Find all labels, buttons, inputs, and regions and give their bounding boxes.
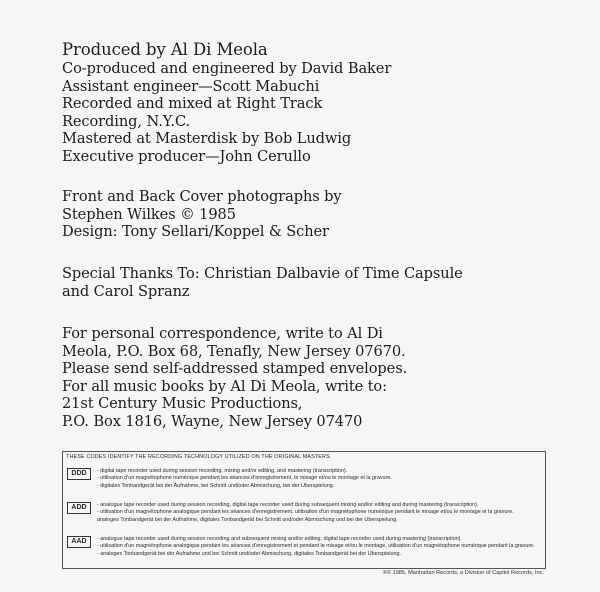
code-badge: AAD [67, 536, 91, 548]
recording-studio-credit-cont: Recording, N.Y.C. [62, 112, 191, 130]
contact-info [62, 325, 407, 431]
production-credits [62, 40, 391, 166]
cover-credits [62, 188, 342, 241]
design-credit: Design: Tony Sellari/Koppel & Scher [62, 223, 329, 241]
contact-line: Please send self-addressed stamped envelopes. [62, 360, 408, 378]
code-row-ddd [67, 468, 541, 494]
producer-credit: Produced by Al Di Meola [62, 40, 268, 59]
codes-title: THESE CODES IDENTIFY THE RECORDING TECHNOLOGY UTILIZED ON THE ORIGINAL MASTERS. [66, 454, 332, 460]
copyright-notice: ℗© 1985, Manhattan Records, a Division of Capitol Records, Inc. [382, 570, 544, 576]
code-line-english: - digital tape recorder used during session recording, mixing and/or editing, and mastering (transcription). [97, 468, 348, 474]
code-badge: DDD [67, 468, 91, 480]
code-line-english: - analogue tape recorder used during session recording and subsequent mixing and/or editing, digital tape recorder used during mastering (transcription). [97, 536, 462, 542]
code-line-german: - analoges Tonbandgerät bei der Aufnahme und bei Schnitt und/oder Abmischung, digitales Tonbandgerät bei der Überspielung. [97, 550, 401, 557]
thanks-line: Special Thanks To: Christian Dalbavie of Time Capsule [62, 265, 463, 282]
code-description [97, 536, 543, 558]
thanks-line: and Carol Spranz [62, 282, 190, 300]
recording-codes-box [62, 451, 546, 569]
mastering-credit: Mastered at Masterdisk by Bob Ludwig [62, 130, 352, 148]
recording-studio-credit: Recorded and mixed at Right Track [62, 95, 323, 113]
special-thanks [62, 265, 463, 300]
code-badge: ADD [67, 502, 91, 514]
contact-line: 21st Century Music Productions, [62, 395, 303, 413]
photo-credit: Front and Back Cover photographs by [62, 188, 342, 205]
assistant-engineer-credit: Assistant engineer—Scott Mabuchi [62, 77, 320, 95]
code-line-english: - analogue tape recorder used during session recording, digital tape recorder used during subsequent mixing and/or editing and during mastering (transcription). [97, 502, 479, 508]
contact-line: For all music books by Al Di Meola, write to: [62, 377, 387, 395]
contact-line: Meola, P.O. Box 68, Tenafly, New Jersey 07670. [62, 342, 406, 360]
code-description [97, 468, 543, 490]
code-description [97, 502, 543, 524]
code-line-german: - digitales Tonbandgerät bei der Aufnahme, bei Schnitt und/oder Abmischung, bei der Überspielung. [97, 482, 335, 489]
co-producer-credit: Co-produced and engineered by David Baker [62, 60, 392, 77]
code-row-aad [67, 536, 541, 562]
code-line-german: analoges Tonbandgerät bei der Aufnahme, digitales Tonbandgerät bei Schnitt und/oder Abmischung und bei der Überspielung. [97, 516, 398, 523]
code-row-add [67, 502, 541, 528]
contact-line: P.O. Box 1816, Wayne, New Jersey 07470 [62, 412, 363, 430]
code-line-french: - utilisation d'un magnétophone numérique pendant les séances d'enregistrement, le mixage et/ou le montage et la gravure. [97, 475, 392, 482]
code-line-french: - utilisation d'un magnétophone analogique pendant les séances d'enregistrement, utilisation d'un magnétophone numérique pendant le mixage et/ou le montage et la gravure. [97, 509, 514, 516]
code-line-french: - utilisation d'un magnétophone analogique pendant les séances d'enregistrement et pendant le mixage et/ou le montage, utilisation d'un magnétophone numérique pendant la gravure. [97, 543, 535, 550]
executive-producer-credit: Executive producer—John Cerullo [62, 147, 311, 165]
contact-line: For personal correspondence, write to Al Di [62, 325, 383, 342]
photo-credit-cont: Stephen Wilkes © 1985 [62, 205, 236, 223]
